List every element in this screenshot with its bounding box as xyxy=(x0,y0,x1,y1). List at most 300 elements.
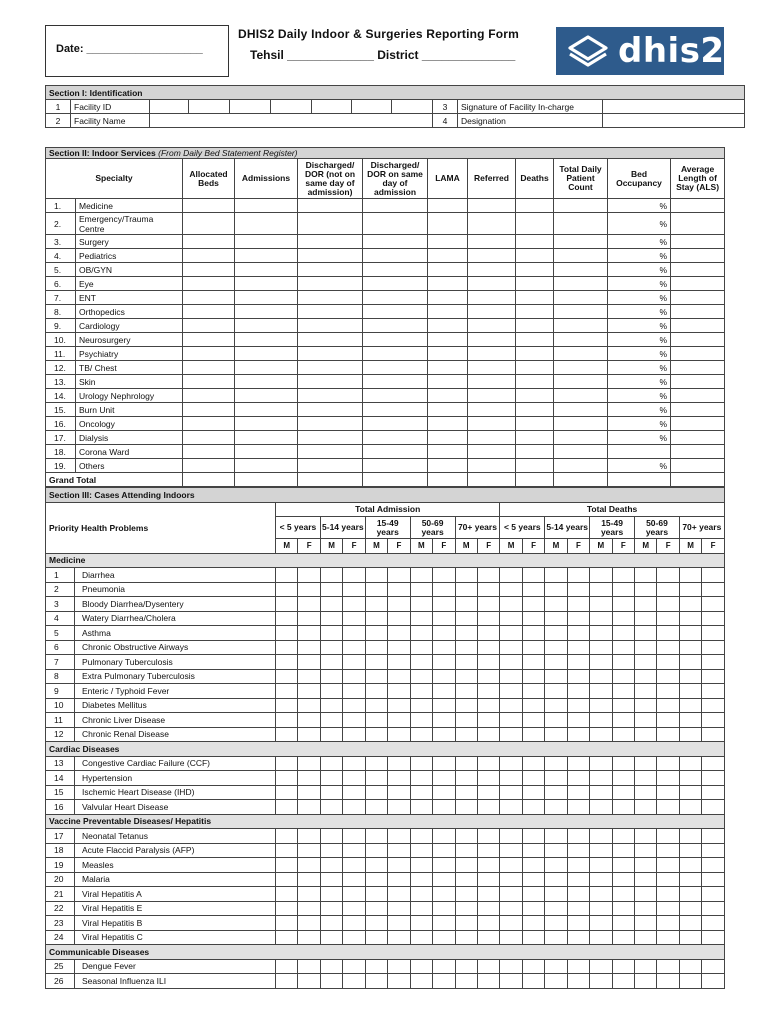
count-entry-cell[interactable] xyxy=(545,669,567,684)
count-entry-cell[interactable] xyxy=(276,597,298,612)
count-entry-cell[interactable] xyxy=(500,930,522,945)
count-entry-cell[interactable] xyxy=(612,713,634,728)
count-entry-cell[interactable] xyxy=(365,669,387,684)
count-entry-cell[interactable] xyxy=(522,713,544,728)
count-entry-cell[interactable] xyxy=(320,872,342,887)
count-entry-cell[interactable] xyxy=(545,800,567,815)
count-entry-cell[interactable] xyxy=(365,785,387,800)
data-entry-cell[interactable] xyxy=(235,431,298,445)
count-entry-cell[interactable] xyxy=(612,858,634,873)
count-entry-cell[interactable] xyxy=(702,582,724,597)
total-cell[interactable] xyxy=(183,473,235,487)
count-entry-cell[interactable] xyxy=(455,887,477,902)
count-entry-cell[interactable] xyxy=(477,829,499,844)
count-entry-cell[interactable] xyxy=(343,901,365,916)
count-entry-cell[interactable] xyxy=(410,785,432,800)
count-entry-cell[interactable] xyxy=(433,916,455,931)
data-entry-cell[interactable] xyxy=(363,263,428,277)
count-entry-cell[interactable] xyxy=(590,640,612,655)
count-entry-cell[interactable] xyxy=(590,756,612,771)
count-entry-cell[interactable] xyxy=(320,916,342,931)
count-entry-cell[interactable] xyxy=(590,669,612,684)
count-entry-cell[interactable] xyxy=(567,568,589,583)
count-entry-cell[interactable] xyxy=(679,568,701,583)
count-entry-cell[interactable] xyxy=(635,829,657,844)
count-entry-cell[interactable] xyxy=(657,901,679,916)
count-entry-cell[interactable] xyxy=(522,872,544,887)
total-cell[interactable] xyxy=(428,473,468,487)
count-entry-cell[interactable] xyxy=(343,974,365,989)
count-entry-cell[interactable] xyxy=(612,669,634,684)
count-entry-cell[interactable] xyxy=(298,568,320,583)
count-entry-cell[interactable] xyxy=(455,582,477,597)
count-entry-cell[interactable] xyxy=(320,959,342,974)
count-entry-cell[interactable] xyxy=(276,771,298,786)
count-entry-cell[interactable] xyxy=(455,626,477,641)
data-entry-cell[interactable] xyxy=(363,389,428,403)
data-entry-cell[interactable] xyxy=(235,417,298,431)
count-entry-cell[interactable] xyxy=(320,843,342,858)
count-entry-cell[interactable] xyxy=(365,611,387,626)
count-entry-cell[interactable] xyxy=(365,713,387,728)
count-entry-cell[interactable] xyxy=(702,771,724,786)
count-entry-cell[interactable] xyxy=(545,684,567,699)
data-entry-cell[interactable] xyxy=(363,445,428,459)
count-entry-cell[interactable] xyxy=(500,568,522,583)
count-entry-cell[interactable] xyxy=(500,829,522,844)
count-entry-cell[interactable] xyxy=(343,800,365,815)
count-entry-cell[interactable] xyxy=(433,698,455,713)
count-entry-cell[interactable] xyxy=(388,771,410,786)
data-entry-cell[interactable] xyxy=(516,319,554,333)
count-entry-cell[interactable] xyxy=(590,901,612,916)
data-entry-cell[interactable] xyxy=(298,347,363,361)
count-entry-cell[interactable] xyxy=(545,858,567,873)
count-entry-cell[interactable] xyxy=(522,655,544,670)
count-entry-cell[interactable] xyxy=(343,669,365,684)
count-entry-cell[interactable] xyxy=(433,568,455,583)
count-entry-cell[interactable] xyxy=(433,611,455,626)
data-entry-cell[interactable] xyxy=(554,459,608,473)
count-entry-cell[interactable] xyxy=(679,901,701,916)
count-entry-cell[interactable] xyxy=(657,858,679,873)
data-entry-cell[interactable] xyxy=(554,375,608,389)
data-entry-cell[interactable] xyxy=(298,213,363,235)
count-entry-cell[interactable] xyxy=(657,756,679,771)
count-entry-cell[interactable] xyxy=(702,872,724,887)
count-entry-cell[interactable] xyxy=(388,901,410,916)
count-entry-cell[interactable] xyxy=(298,684,320,699)
count-entry-cell[interactable] xyxy=(455,655,477,670)
count-entry-cell[interactable] xyxy=(388,858,410,873)
count-entry-cell[interactable] xyxy=(343,887,365,902)
count-entry-cell[interactable] xyxy=(657,568,679,583)
data-entry-cell[interactable] xyxy=(235,277,298,291)
count-entry-cell[interactable] xyxy=(657,785,679,800)
count-entry-cell[interactable] xyxy=(320,713,342,728)
count-entry-cell[interactable] xyxy=(590,568,612,583)
data-entry-cell[interactable] xyxy=(183,431,235,445)
count-entry-cell[interactable] xyxy=(635,626,657,641)
count-entry-cell[interactable] xyxy=(276,611,298,626)
count-entry-cell[interactable] xyxy=(388,684,410,699)
count-entry-cell[interactable] xyxy=(635,684,657,699)
count-entry-cell[interactable] xyxy=(612,872,634,887)
bed-occupancy-cell[interactable]: % xyxy=(608,389,671,403)
count-entry-cell[interactable] xyxy=(410,930,432,945)
count-entry-cell[interactable] xyxy=(657,655,679,670)
count-entry-cell[interactable] xyxy=(612,959,634,974)
count-entry-cell[interactable] xyxy=(567,626,589,641)
count-entry-cell[interactable] xyxy=(635,640,657,655)
data-entry-cell[interactable] xyxy=(298,235,363,249)
count-entry-cell[interactable] xyxy=(320,930,342,945)
count-entry-cell[interactable] xyxy=(477,669,499,684)
count-entry-cell[interactable] xyxy=(320,611,342,626)
count-entry-cell[interactable] xyxy=(500,698,522,713)
data-entry-cell[interactable] xyxy=(468,389,516,403)
count-entry-cell[interactable] xyxy=(365,684,387,699)
data-entry-cell[interactable] xyxy=(363,403,428,417)
count-entry-cell[interactable] xyxy=(477,959,499,974)
count-entry-cell[interactable] xyxy=(590,887,612,902)
data-entry-cell[interactable] xyxy=(428,361,468,375)
count-entry-cell[interactable] xyxy=(343,568,365,583)
count-entry-cell[interactable] xyxy=(410,959,432,974)
count-entry-cell[interactable] xyxy=(433,785,455,800)
als-cell[interactable] xyxy=(671,459,725,473)
count-entry-cell[interactable] xyxy=(657,727,679,742)
count-entry-cell[interactable] xyxy=(522,974,544,989)
count-entry-cell[interactable] xyxy=(388,872,410,887)
data-entry-cell[interactable] xyxy=(516,445,554,459)
count-entry-cell[interactable] xyxy=(500,756,522,771)
data-entry-cell[interactable] xyxy=(468,305,516,319)
count-entry-cell[interactable] xyxy=(702,568,724,583)
count-entry-cell[interactable] xyxy=(298,887,320,902)
count-entry-cell[interactable] xyxy=(343,713,365,728)
count-entry-cell[interactable] xyxy=(545,872,567,887)
data-entry-cell[interactable] xyxy=(363,319,428,333)
count-entry-cell[interactable] xyxy=(298,916,320,931)
count-entry-cell[interactable] xyxy=(500,916,522,931)
count-entry-cell[interactable] xyxy=(433,843,455,858)
count-entry-cell[interactable] xyxy=(522,611,544,626)
count-entry-cell[interactable] xyxy=(657,872,679,887)
count-entry-cell[interactable] xyxy=(433,858,455,873)
count-entry-cell[interactable] xyxy=(298,626,320,641)
data-entry-cell[interactable] xyxy=(298,389,363,403)
count-entry-cell[interactable] xyxy=(477,916,499,931)
count-entry-cell[interactable] xyxy=(388,582,410,597)
count-entry-cell[interactable] xyxy=(433,684,455,699)
count-entry-cell[interactable] xyxy=(298,974,320,989)
count-entry-cell[interactable] xyxy=(365,756,387,771)
count-entry-cell[interactable] xyxy=(679,916,701,931)
als-cell[interactable] xyxy=(671,199,725,213)
count-entry-cell[interactable] xyxy=(477,843,499,858)
count-entry-cell[interactable] xyxy=(612,843,634,858)
count-entry-cell[interactable] xyxy=(433,829,455,844)
data-entry-cell[interactable] xyxy=(516,249,554,263)
count-entry-cell[interactable] xyxy=(343,597,365,612)
count-entry-cell[interactable] xyxy=(276,626,298,641)
count-entry-cell[interactable] xyxy=(545,785,567,800)
count-entry-cell[interactable] xyxy=(298,698,320,713)
als-cell[interactable] xyxy=(671,277,725,291)
count-entry-cell[interactable] xyxy=(612,611,634,626)
count-entry-cell[interactable] xyxy=(702,785,724,800)
count-entry-cell[interactable] xyxy=(298,640,320,655)
count-entry-cell[interactable] xyxy=(567,684,589,699)
count-entry-cell[interactable] xyxy=(500,959,522,974)
data-entry-cell[interactable] xyxy=(363,305,428,319)
count-entry-cell[interactable] xyxy=(657,669,679,684)
count-entry-cell[interactable] xyxy=(522,771,544,786)
count-entry-cell[interactable] xyxy=(702,930,724,945)
count-entry-cell[interactable] xyxy=(545,727,567,742)
count-entry-cell[interactable] xyxy=(365,901,387,916)
count-entry-cell[interactable] xyxy=(500,858,522,873)
count-entry-cell[interactable] xyxy=(388,727,410,742)
count-entry-cell[interactable] xyxy=(410,655,432,670)
count-entry-cell[interactable] xyxy=(635,756,657,771)
count-entry-cell[interactable] xyxy=(679,684,701,699)
total-cell[interactable] xyxy=(235,473,298,487)
count-entry-cell[interactable] xyxy=(388,974,410,989)
count-entry-cell[interactable] xyxy=(276,959,298,974)
data-entry-cell[interactable] xyxy=(298,445,363,459)
count-entry-cell[interactable] xyxy=(276,800,298,815)
count-entry-cell[interactable] xyxy=(500,800,522,815)
count-entry-cell[interactable] xyxy=(679,771,701,786)
data-entry-cell[interactable] xyxy=(183,263,235,277)
count-entry-cell[interactable] xyxy=(455,597,477,612)
data-entry-cell[interactable] xyxy=(554,291,608,305)
count-entry-cell[interactable] xyxy=(410,669,432,684)
count-entry-cell[interactable] xyxy=(343,655,365,670)
count-entry-cell[interactable] xyxy=(276,669,298,684)
data-entry-cell[interactable] xyxy=(516,459,554,473)
count-entry-cell[interactable] xyxy=(276,568,298,583)
count-entry-cell[interactable] xyxy=(612,901,634,916)
count-entry-cell[interactable] xyxy=(679,597,701,612)
signature-field[interactable] xyxy=(603,100,745,114)
count-entry-cell[interactable] xyxy=(298,800,320,815)
count-entry-cell[interactable] xyxy=(679,626,701,641)
count-entry-cell[interactable] xyxy=(635,611,657,626)
count-entry-cell[interactable] xyxy=(545,626,567,641)
bed-occupancy-cell[interactable]: % xyxy=(608,361,671,375)
bed-occupancy-cell[interactable]: % xyxy=(608,431,671,445)
count-entry-cell[interactable] xyxy=(455,684,477,699)
total-cell[interactable] xyxy=(298,473,363,487)
count-entry-cell[interactable] xyxy=(276,785,298,800)
count-entry-cell[interactable] xyxy=(455,727,477,742)
count-entry-cell[interactable] xyxy=(343,698,365,713)
count-entry-cell[interactable] xyxy=(657,843,679,858)
facility-name-field[interactable] xyxy=(150,114,433,128)
count-entry-cell[interactable] xyxy=(276,727,298,742)
data-entry-cell[interactable] xyxy=(235,305,298,319)
count-entry-cell[interactable] xyxy=(477,698,499,713)
total-cell[interactable] xyxy=(468,473,516,487)
count-entry-cell[interactable] xyxy=(679,843,701,858)
data-entry-cell[interactable] xyxy=(298,305,363,319)
data-entry-cell[interactable] xyxy=(298,199,363,213)
count-entry-cell[interactable] xyxy=(545,698,567,713)
count-entry-cell[interactable] xyxy=(679,756,701,771)
count-entry-cell[interactable] xyxy=(567,698,589,713)
count-entry-cell[interactable] xyxy=(567,713,589,728)
count-entry-cell[interactable] xyxy=(320,771,342,786)
count-entry-cell[interactable] xyxy=(657,887,679,902)
count-entry-cell[interactable] xyxy=(433,974,455,989)
data-entry-cell[interactable] xyxy=(468,417,516,431)
count-entry-cell[interactable] xyxy=(365,655,387,670)
total-cell[interactable] xyxy=(608,473,671,487)
data-entry-cell[interactable] xyxy=(363,431,428,445)
als-cell[interactable] xyxy=(671,389,725,403)
count-entry-cell[interactable] xyxy=(410,727,432,742)
count-entry-cell[interactable] xyxy=(455,829,477,844)
count-entry-cell[interactable] xyxy=(567,800,589,815)
data-entry-cell[interactable] xyxy=(516,213,554,235)
count-entry-cell[interactable] xyxy=(635,887,657,902)
data-entry-cell[interactable] xyxy=(554,361,608,375)
data-entry-cell[interactable] xyxy=(554,389,608,403)
count-entry-cell[interactable] xyxy=(522,727,544,742)
count-entry-cell[interactable] xyxy=(567,974,589,989)
count-entry-cell[interactable] xyxy=(433,800,455,815)
data-entry-cell[interactable] xyxy=(428,235,468,249)
count-entry-cell[interactable] xyxy=(388,800,410,815)
count-entry-cell[interactable] xyxy=(343,626,365,641)
count-entry-cell[interactable] xyxy=(612,756,634,771)
count-entry-cell[interactable] xyxy=(365,858,387,873)
count-entry-cell[interactable] xyxy=(365,974,387,989)
data-entry-cell[interactable] xyxy=(516,263,554,277)
count-entry-cell[interactable] xyxy=(635,568,657,583)
count-entry-cell[interactable] xyxy=(590,916,612,931)
data-entry-cell[interactable] xyxy=(363,249,428,263)
count-entry-cell[interactable] xyxy=(477,611,499,626)
count-entry-cell[interactable] xyxy=(522,785,544,800)
count-entry-cell[interactable] xyxy=(455,669,477,684)
count-entry-cell[interactable] xyxy=(365,800,387,815)
count-entry-cell[interactable] xyxy=(545,901,567,916)
count-entry-cell[interactable] xyxy=(455,756,477,771)
data-entry-cell[interactable] xyxy=(235,213,298,235)
count-entry-cell[interactable] xyxy=(657,800,679,815)
count-entry-cell[interactable] xyxy=(477,756,499,771)
count-entry-cell[interactable] xyxy=(500,901,522,916)
data-entry-cell[interactable] xyxy=(298,375,363,389)
data-entry-cell[interactable] xyxy=(298,431,363,445)
als-cell[interactable] xyxy=(671,347,725,361)
count-entry-cell[interactable] xyxy=(388,655,410,670)
count-entry-cell[interactable] xyxy=(567,959,589,974)
data-entry-cell[interactable] xyxy=(363,417,428,431)
count-entry-cell[interactable] xyxy=(455,843,477,858)
data-entry-cell[interactable] xyxy=(554,263,608,277)
count-entry-cell[interactable] xyxy=(567,930,589,945)
count-entry-cell[interactable] xyxy=(388,959,410,974)
count-entry-cell[interactable] xyxy=(410,611,432,626)
count-entry-cell[interactable] xyxy=(635,785,657,800)
count-entry-cell[interactable] xyxy=(679,785,701,800)
data-entry-cell[interactable] xyxy=(363,277,428,291)
bed-occupancy-cell[interactable]: % xyxy=(608,249,671,263)
count-entry-cell[interactable] xyxy=(702,669,724,684)
count-entry-cell[interactable] xyxy=(388,626,410,641)
data-entry-cell[interactable] xyxy=(468,375,516,389)
count-entry-cell[interactable] xyxy=(500,887,522,902)
count-entry-cell[interactable] xyxy=(455,713,477,728)
data-entry-cell[interactable] xyxy=(428,213,468,235)
data-entry-cell[interactable] xyxy=(428,249,468,263)
data-entry-cell[interactable] xyxy=(183,333,235,347)
facility-id-digit[interactable] xyxy=(230,100,271,114)
count-entry-cell[interactable] xyxy=(410,756,432,771)
count-entry-cell[interactable] xyxy=(455,959,477,974)
count-entry-cell[interactable] xyxy=(545,829,567,844)
data-entry-cell[interactable] xyxy=(183,347,235,361)
count-entry-cell[interactable] xyxy=(657,829,679,844)
count-entry-cell[interactable] xyxy=(522,916,544,931)
count-entry-cell[interactable] xyxy=(500,597,522,612)
count-entry-cell[interactable] xyxy=(388,568,410,583)
total-cell[interactable] xyxy=(363,473,428,487)
count-entry-cell[interactable] xyxy=(276,930,298,945)
count-entry-cell[interactable] xyxy=(477,800,499,815)
count-entry-cell[interactable] xyxy=(522,829,544,844)
count-entry-cell[interactable] xyxy=(635,872,657,887)
als-cell[interactable] xyxy=(671,249,725,263)
count-entry-cell[interactable] xyxy=(702,756,724,771)
data-entry-cell[interactable] xyxy=(468,199,516,213)
count-entry-cell[interactable] xyxy=(320,858,342,873)
data-entry-cell[interactable] xyxy=(428,431,468,445)
data-entry-cell[interactable] xyxy=(183,459,235,473)
count-entry-cell[interactable] xyxy=(545,916,567,931)
data-entry-cell[interactable] xyxy=(183,291,235,305)
bed-occupancy-cell[interactable]: % xyxy=(608,417,671,431)
data-entry-cell[interactable] xyxy=(516,389,554,403)
count-entry-cell[interactable] xyxy=(298,959,320,974)
count-entry-cell[interactable] xyxy=(679,611,701,626)
data-entry-cell[interactable] xyxy=(516,277,554,291)
data-entry-cell[interactable] xyxy=(183,213,235,235)
count-entry-cell[interactable] xyxy=(410,568,432,583)
als-cell[interactable] xyxy=(671,417,725,431)
count-entry-cell[interactable] xyxy=(343,930,365,945)
data-entry-cell[interactable] xyxy=(298,333,363,347)
count-entry-cell[interactable] xyxy=(410,800,432,815)
count-entry-cell[interactable] xyxy=(702,829,724,844)
count-entry-cell[interactable] xyxy=(477,684,499,699)
data-entry-cell[interactable] xyxy=(428,459,468,473)
facility-id-digit[interactable] xyxy=(352,100,392,114)
count-entry-cell[interactable] xyxy=(702,713,724,728)
count-entry-cell[interactable] xyxy=(388,843,410,858)
data-entry-cell[interactable] xyxy=(554,333,608,347)
count-entry-cell[interactable] xyxy=(657,582,679,597)
count-entry-cell[interactable] xyxy=(388,785,410,800)
count-entry-cell[interactable] xyxy=(567,771,589,786)
data-entry-cell[interactable] xyxy=(363,199,428,213)
count-entry-cell[interactable] xyxy=(365,829,387,844)
